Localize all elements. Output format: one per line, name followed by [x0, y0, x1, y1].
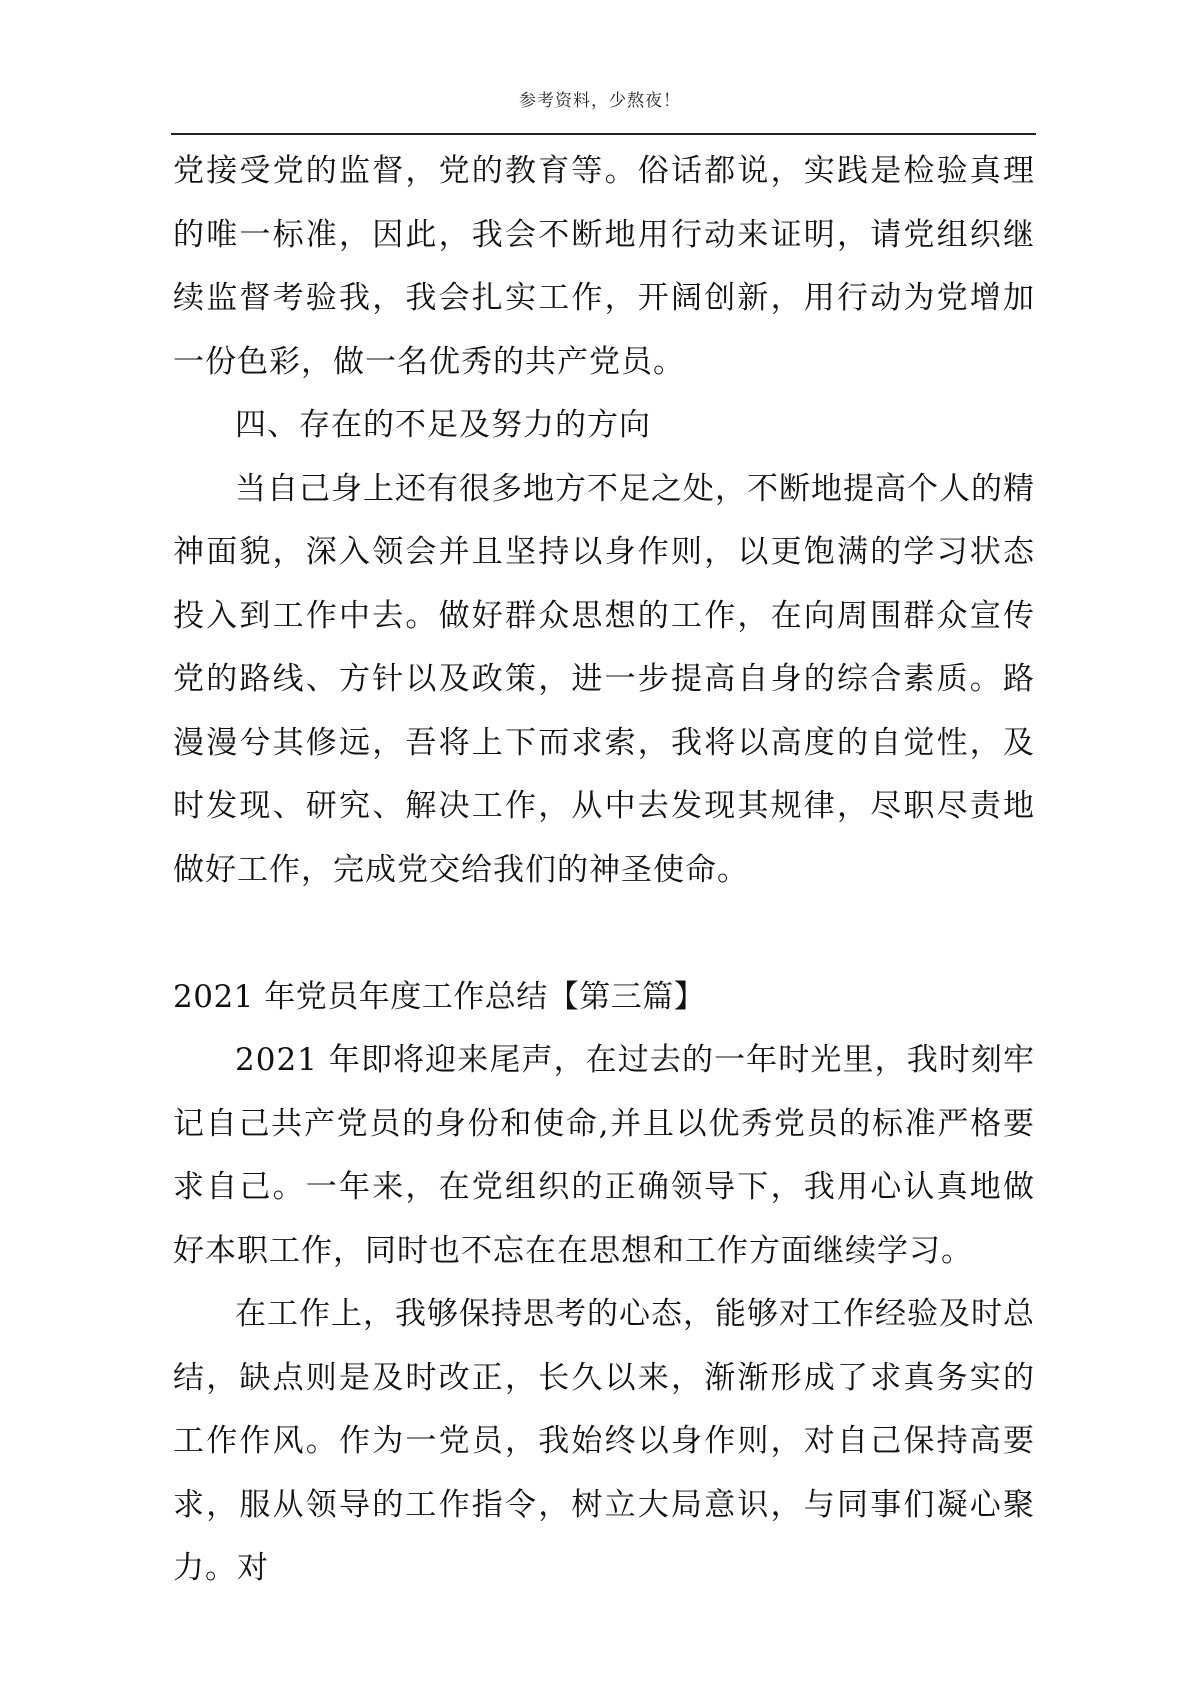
blank-line	[173, 902, 1035, 966]
document-body	[173, 140, 1035, 1601]
section-heading-4: 四、存在的不足及努力的方向	[235, 407, 651, 443]
paragraph-shortcomings: 当自己身上还有很多地方不足之处，不断地提高个人的精神面貌，深入领会并且坚持以身作则，以更饱满的学习状态投入到工作中去。做好群众思想的工作，在向周围群众宣传党的路线、方针以及政策，进一步提高自身的综合素质。路漫漫兮其修远，吾将上下而求索，我将以高度的自觉性，及时发现、研究、解决工作，从中去发现其规律，尽职尽责地做好工作，完成党交给我们的神圣使命。	[173, 470, 1035, 888]
paragraph-continuation: 党接受党的监督，党的教育等。俗话都说，实践是检验真理的唯一标准，因此，我会不断地用行动来证明，请党组织继续监督考验我，我会扎实工作，开阔创新，用行动为党增加一份色彩，做一名优秀的共产党员。	[173, 153, 1035, 380]
header-divider	[171, 133, 1036, 135]
page-header: 参考资料，少熬夜！	[519, 91, 681, 111]
paragraph-intro: 2021 年即将迎来尾声，在过去的一年时光里，我时刻牢记自己共产党员的身份和使命,并且以优秀党员的标准严格要求自己。一年来，在党组织的正确领导下，我用心认真地做好本职工作，同时也不忘在在思想和工作方面继续学习。	[173, 1042, 1035, 1269]
section-title: 2021 年党员年度工作总结【第三篇】	[173, 978, 706, 1015]
paragraph-work: 在工作上，我够保持思考的心态，能够对工作经验及时总结，缺点则是及时改正，长久以来，渐渐形成了求真务实的工作作风。作为一党员，我始终以身作则，对自己保持高要求，服从领导的工作指令，树立大局意识，与同事们凝心聚力。对	[173, 1296, 1035, 1586]
